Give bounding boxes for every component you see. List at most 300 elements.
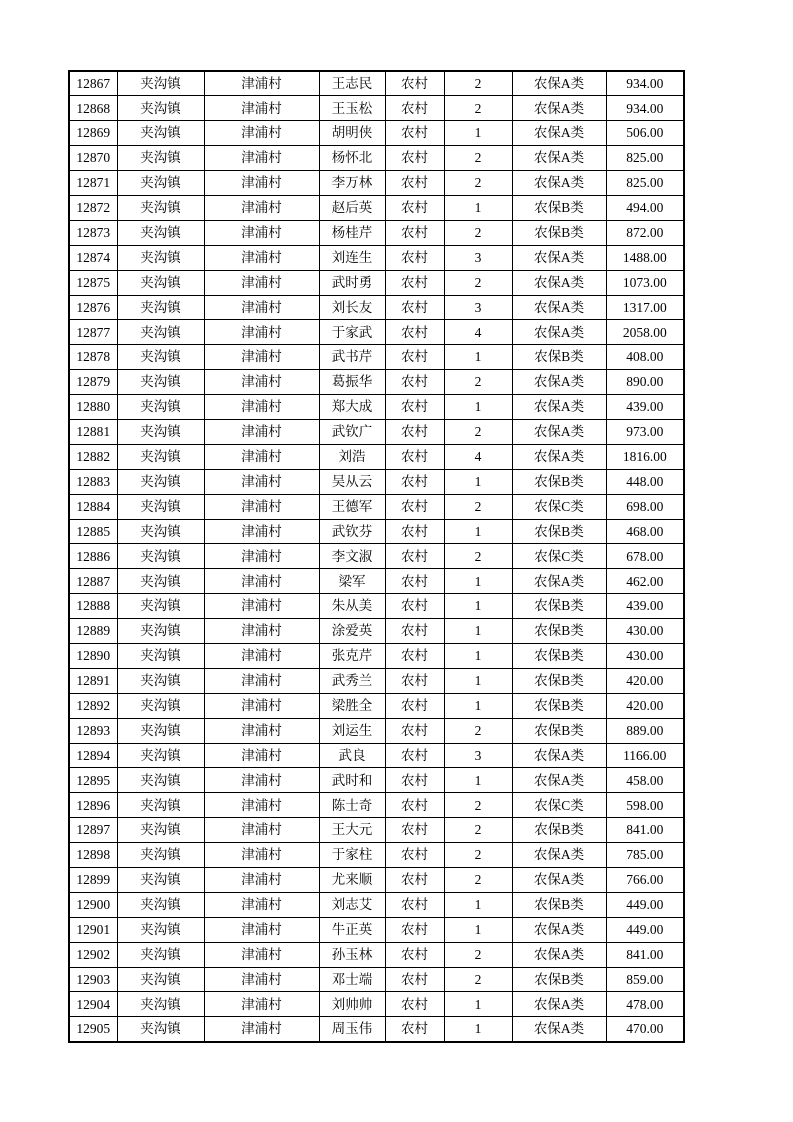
count-cell: 1 [444,1017,512,1042]
serial-number-cell: 12905 [69,1017,117,1042]
table-row [69,967,684,992]
insurance-category-cell: 农保B类 [512,693,606,718]
household-type-cell: 农村 [385,270,444,295]
household-type-cell: 农村 [385,395,444,420]
town-cell: 夹沟镇 [117,917,204,942]
village-cell: 津浦村 [204,370,319,395]
amount-cell: 698.00 [606,494,684,519]
amount-cell: 825.00 [606,146,684,171]
table-row [69,668,684,693]
count-cell: 2 [444,868,512,893]
amount-cell: 973.00 [606,419,684,444]
amount-cell: 934.00 [606,96,684,121]
household-type-cell: 农村 [385,71,444,96]
serial-number-cell: 12889 [69,619,117,644]
amount-cell: 462.00 [606,569,684,594]
village-cell: 津浦村 [204,419,319,444]
insurance-category-cell: 农保A类 [512,444,606,469]
village-cell: 津浦村 [204,345,319,370]
serial-number-cell: 12883 [69,469,117,494]
count-cell: 2 [444,942,512,967]
table-row [69,245,684,270]
person-name-cell: 刘长友 [319,295,385,320]
table-row [69,195,684,220]
table-row [69,793,684,818]
serial-number-cell: 12886 [69,544,117,569]
village-cell: 津浦村 [204,892,319,917]
amount-cell: 458.00 [606,768,684,793]
insurance-category-cell: 农保B类 [512,718,606,743]
count-cell: 2 [444,96,512,121]
village-cell: 津浦村 [204,843,319,868]
serial-number-cell: 12878 [69,345,117,370]
serial-number-cell: 12904 [69,992,117,1017]
village-cell: 津浦村 [204,519,319,544]
table-row [69,544,684,569]
table-row [69,146,684,171]
count-cell: 1 [444,195,512,220]
insurance-category-cell: 农保A类 [512,270,606,295]
village-cell: 津浦村 [204,868,319,893]
town-cell: 夹沟镇 [117,768,204,793]
town-cell: 夹沟镇 [117,693,204,718]
count-cell: 2 [444,171,512,196]
table-row [69,868,684,893]
town-cell: 夹沟镇 [117,320,204,345]
person-name-cell: 李万林 [319,171,385,196]
insurance-category-cell: 农保B类 [512,643,606,668]
insurance-category-cell: 农保B类 [512,195,606,220]
person-name-cell: 王玉松 [319,96,385,121]
town-cell: 夹沟镇 [117,718,204,743]
insurance-category-cell: 农保A类 [512,843,606,868]
person-name-cell: 周玉伟 [319,1017,385,1042]
person-name-cell: 武钦芬 [319,519,385,544]
household-type-cell: 农村 [385,345,444,370]
amount-cell: 825.00 [606,171,684,196]
table-row [69,370,684,395]
count-cell: 2 [444,967,512,992]
town-cell: 夹沟镇 [117,345,204,370]
village-cell: 津浦村 [204,270,319,295]
household-type-cell: 农村 [385,594,444,619]
amount-cell: 890.00 [606,370,684,395]
insurance-category-cell: 农保A类 [512,1017,606,1042]
serial-number-cell: 12884 [69,494,117,519]
count-cell: 2 [444,544,512,569]
count-cell: 2 [444,818,512,843]
town-cell: 夹沟镇 [117,370,204,395]
town-cell: 夹沟镇 [117,395,204,420]
town-cell: 夹沟镇 [117,892,204,917]
town-cell: 夹沟镇 [117,245,204,270]
insurance-category-cell: 农保A类 [512,370,606,395]
insurance-category-cell: 农保A类 [512,419,606,444]
amount-cell: 1488.00 [606,245,684,270]
count-cell: 2 [444,146,512,171]
table-row [69,743,684,768]
person-name-cell: 武良 [319,743,385,768]
village-cell: 津浦村 [204,942,319,967]
town-cell: 夹沟镇 [117,220,204,245]
insurance-category-cell: 农保A类 [512,768,606,793]
serial-number-cell: 12870 [69,146,117,171]
village-cell: 津浦村 [204,718,319,743]
table-row [69,444,684,469]
person-name-cell: 于家武 [319,320,385,345]
person-name-cell: 陈士奇 [319,793,385,818]
amount-cell: 1816.00 [606,444,684,469]
insurance-category-cell: 农保A类 [512,121,606,146]
count-cell: 1 [444,569,512,594]
table-row [69,320,684,345]
town-cell: 夹沟镇 [117,195,204,220]
amount-cell: 430.00 [606,643,684,668]
serial-number-cell: 12875 [69,270,117,295]
table-row [69,917,684,942]
count-cell: 1 [444,121,512,146]
table-row [69,270,684,295]
person-name-cell: 朱从美 [319,594,385,619]
insurance-category-cell: 农保A类 [512,868,606,893]
amount-cell: 420.00 [606,668,684,693]
serial-number-cell: 12895 [69,768,117,793]
village-cell: 津浦村 [204,594,319,619]
town-cell: 夹沟镇 [117,270,204,295]
insurance-category-cell: 农保A类 [512,942,606,967]
village-cell: 津浦村 [204,544,319,569]
town-cell: 夹沟镇 [117,569,204,594]
village-cell: 津浦村 [204,643,319,668]
village-cell: 津浦村 [204,96,319,121]
town-cell: 夹沟镇 [117,295,204,320]
amount-cell: 2058.00 [606,320,684,345]
count-cell: 3 [444,743,512,768]
amount-cell: 506.00 [606,121,684,146]
household-type-cell: 农村 [385,619,444,644]
insurance-category-cell: 农保A类 [512,71,606,96]
household-type-cell: 农村 [385,121,444,146]
serial-number-cell: 12891 [69,668,117,693]
person-name-cell: 李文淑 [319,544,385,569]
village-cell: 津浦村 [204,171,319,196]
table-row [69,768,684,793]
count-cell: 1 [444,469,512,494]
person-name-cell: 刘连生 [319,245,385,270]
count-cell: 2 [444,793,512,818]
household-type-cell: 农村 [385,818,444,843]
household-type-cell: 农村 [385,768,444,793]
village-cell: 津浦村 [204,992,319,1017]
table-row [69,345,684,370]
person-name-cell: 武时和 [319,768,385,793]
town-cell: 夹沟镇 [117,594,204,619]
amount-cell: 470.00 [606,1017,684,1042]
household-type-cell: 农村 [385,843,444,868]
person-name-cell: 孙玉林 [319,942,385,967]
person-name-cell: 武秀兰 [319,668,385,693]
person-name-cell: 杨怀北 [319,146,385,171]
insurance-category-cell: 农保A类 [512,96,606,121]
person-name-cell: 葛振华 [319,370,385,395]
town-cell: 夹沟镇 [117,743,204,768]
household-type-cell: 农村 [385,967,444,992]
town-cell: 夹沟镇 [117,619,204,644]
insurance-category-cell: 农保A类 [512,245,606,270]
town-cell: 夹沟镇 [117,444,204,469]
insurance-category-cell: 农保C类 [512,793,606,818]
village-cell: 津浦村 [204,967,319,992]
count-cell: 2 [444,718,512,743]
insurance-category-cell: 农保A类 [512,171,606,196]
person-name-cell: 武钦广 [319,419,385,444]
person-name-cell: 郑大成 [319,395,385,420]
count-cell: 2 [444,494,512,519]
person-name-cell: 王德军 [319,494,385,519]
count-cell: 1 [444,693,512,718]
village-cell: 津浦村 [204,320,319,345]
town-cell: 夹沟镇 [117,96,204,121]
serial-number-cell: 12896 [69,793,117,818]
household-type-cell: 农村 [385,668,444,693]
person-name-cell: 王大元 [319,818,385,843]
table-row [69,469,684,494]
amount-cell: 872.00 [606,220,684,245]
town-cell: 夹沟镇 [117,419,204,444]
person-name-cell: 胡明侠 [319,121,385,146]
serial-number-cell: 12869 [69,121,117,146]
household-type-cell: 农村 [385,419,444,444]
household-type-cell: 农村 [385,494,444,519]
town-cell: 夹沟镇 [117,146,204,171]
town-cell: 夹沟镇 [117,494,204,519]
person-name-cell: 牛正英 [319,917,385,942]
count-cell: 1 [444,519,512,544]
person-name-cell: 于家柱 [319,843,385,868]
town-cell: 夹沟镇 [117,942,204,967]
count-cell: 4 [444,444,512,469]
person-name-cell: 涂爱英 [319,619,385,644]
count-cell: 1 [444,345,512,370]
insurance-category-cell: 农保B类 [512,668,606,693]
amount-cell: 766.00 [606,868,684,893]
household-type-cell: 农村 [385,693,444,718]
town-cell: 夹沟镇 [117,1017,204,1042]
household-type-cell: 农村 [385,793,444,818]
amount-cell: 439.00 [606,594,684,619]
table-row [69,594,684,619]
town-cell: 夹沟镇 [117,71,204,96]
serial-number-cell: 12885 [69,519,117,544]
records-table [68,70,685,1043]
serial-number-cell: 12888 [69,594,117,619]
table-row [69,818,684,843]
village-cell: 津浦村 [204,195,319,220]
village-cell: 津浦村 [204,768,319,793]
village-cell: 津浦村 [204,71,319,96]
town-cell: 夹沟镇 [117,843,204,868]
count-cell: 1 [444,768,512,793]
count-cell: 2 [444,843,512,868]
insurance-category-cell: 农保C类 [512,544,606,569]
count-cell: 2 [444,220,512,245]
serial-number-cell: 12894 [69,743,117,768]
village-cell: 津浦村 [204,1017,319,1042]
village-cell: 津浦村 [204,494,319,519]
household-type-cell: 农村 [385,718,444,743]
serial-number-cell: 12887 [69,569,117,594]
table-row [69,843,684,868]
serial-number-cell: 12880 [69,395,117,420]
insurance-category-cell: 农保B类 [512,469,606,494]
count-cell: 2 [444,270,512,295]
household-type-cell: 农村 [385,544,444,569]
person-name-cell: 梁军 [319,569,385,594]
amount-cell: 439.00 [606,395,684,420]
serial-number-cell: 12897 [69,818,117,843]
household-type-cell: 农村 [385,320,444,345]
table-row [69,121,684,146]
serial-number-cell: 12867 [69,71,117,96]
count-cell: 3 [444,295,512,320]
household-type-cell: 农村 [385,370,444,395]
serial-number-cell: 12873 [69,220,117,245]
household-type-cell: 农村 [385,146,444,171]
insurance-category-cell: 农保A类 [512,917,606,942]
household-type-cell: 农村 [385,569,444,594]
count-cell: 1 [444,594,512,619]
amount-cell: 678.00 [606,544,684,569]
table-row [69,619,684,644]
insurance-category-cell: 农保B类 [512,967,606,992]
amount-cell: 468.00 [606,519,684,544]
insurance-category-cell: 农保B类 [512,519,606,544]
household-type-cell: 农村 [385,245,444,270]
amount-cell: 449.00 [606,892,684,917]
village-cell: 津浦村 [204,619,319,644]
town-cell: 夹沟镇 [117,469,204,494]
town-cell: 夹沟镇 [117,544,204,569]
serial-number-cell: 12902 [69,942,117,967]
table-row [69,171,684,196]
table-row [69,494,684,519]
village-cell: 津浦村 [204,693,319,718]
village-cell: 津浦村 [204,395,319,420]
serial-number-cell: 12892 [69,693,117,718]
amount-cell: 430.00 [606,619,684,644]
insurance-category-cell: 农保B类 [512,345,606,370]
household-type-cell: 农村 [385,195,444,220]
serial-number-cell: 12898 [69,843,117,868]
village-cell: 津浦村 [204,245,319,270]
serial-number-cell: 12899 [69,868,117,893]
serial-number-cell: 12903 [69,967,117,992]
count-cell: 1 [444,668,512,693]
count-cell: 1 [444,892,512,917]
table-row [69,96,684,121]
amount-cell: 934.00 [606,71,684,96]
table-row [69,892,684,917]
count-cell: 1 [444,917,512,942]
amount-cell: 478.00 [606,992,684,1017]
serial-number-cell: 12872 [69,195,117,220]
serial-number-cell: 12901 [69,917,117,942]
insurance-category-cell: 农保B类 [512,619,606,644]
person-name-cell: 赵后英 [319,195,385,220]
household-type-cell: 农村 [385,171,444,196]
count-cell: 1 [444,992,512,1017]
person-name-cell: 武时勇 [319,270,385,295]
serial-number-cell: 12871 [69,171,117,196]
town-cell: 夹沟镇 [117,793,204,818]
town-cell: 夹沟镇 [117,967,204,992]
count-cell: 1 [444,619,512,644]
amount-cell: 841.00 [606,942,684,967]
village-cell: 津浦村 [204,146,319,171]
count-cell: 2 [444,370,512,395]
amount-cell: 494.00 [606,195,684,220]
village-cell: 津浦村 [204,917,319,942]
table-row [69,992,684,1017]
table-row [69,295,684,320]
insurance-category-cell: 农保A类 [512,992,606,1017]
person-name-cell: 杨桂芹 [319,220,385,245]
count-cell: 1 [444,395,512,420]
table-row [69,71,684,96]
table-row [69,942,684,967]
village-cell: 津浦村 [204,743,319,768]
amount-cell: 1073.00 [606,270,684,295]
amount-cell: 859.00 [606,967,684,992]
town-cell: 夹沟镇 [117,992,204,1017]
household-type-cell: 农村 [385,469,444,494]
household-type-cell: 农村 [385,96,444,121]
insurance-category-cell: 农保A类 [512,320,606,345]
village-cell: 津浦村 [204,444,319,469]
serial-number-cell: 12900 [69,892,117,917]
table-row [69,569,684,594]
amount-cell: 420.00 [606,693,684,718]
household-type-cell: 农村 [385,942,444,967]
village-cell: 津浦村 [204,818,319,843]
household-type-cell: 农村 [385,643,444,668]
town-cell: 夹沟镇 [117,818,204,843]
amount-cell: 785.00 [606,843,684,868]
insurance-category-cell: 农保C类 [512,494,606,519]
amount-cell: 1317.00 [606,295,684,320]
household-type-cell: 农村 [385,917,444,942]
count-cell: 2 [444,419,512,444]
insurance-category-cell: 农保A类 [512,743,606,768]
household-type-cell: 农村 [385,743,444,768]
household-type-cell: 农村 [385,1017,444,1042]
town-cell: 夹沟镇 [117,868,204,893]
serial-number-cell: 12874 [69,245,117,270]
count-cell: 2 [444,71,512,96]
person-name-cell: 张克芹 [319,643,385,668]
amount-cell: 841.00 [606,818,684,843]
amount-cell: 449.00 [606,917,684,942]
person-name-cell: 刘运生 [319,718,385,743]
person-name-cell: 邓士端 [319,967,385,992]
serial-number-cell: 12879 [69,370,117,395]
table-row [69,419,684,444]
insurance-category-cell: 农保A类 [512,146,606,171]
person-name-cell: 刘志艾 [319,892,385,917]
amount-cell: 408.00 [606,345,684,370]
table-body [69,71,684,1042]
insurance-category-cell: 农保A类 [512,295,606,320]
